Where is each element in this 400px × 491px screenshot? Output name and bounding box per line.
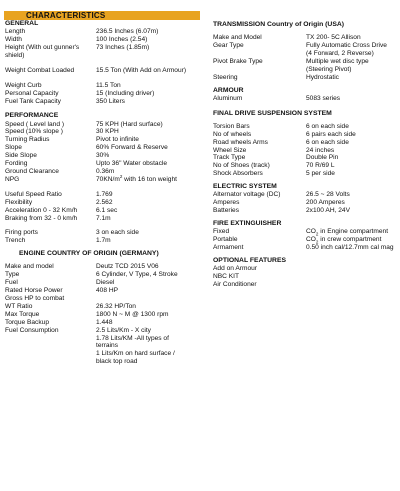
row-value: 1800 N ~ M @ 1300 rpm [96, 310, 169, 318]
row-label: Track Type [213, 154, 246, 162]
row-label: Aluminum [213, 94, 243, 102]
row-value: 15 (Including driver) [96, 89, 155, 97]
spec-row [213, 131, 398, 139]
row-value: 1.769 [96, 190, 113, 198]
spec-row [5, 28, 210, 36]
spec-row [5, 350, 210, 358]
armour-section [213, 95, 398, 103]
row-value: 73 Inches (1.85m) [96, 43, 150, 51]
engine-heading: ENGINE COUNTRY OF ORIGIN (GERMANY) [19, 250, 159, 258]
engine-section [5, 263, 210, 366]
row-label: Side Slope [5, 152, 37, 160]
row-value: 30% [96, 152, 110, 160]
row-label: No of wheels [213, 130, 252, 138]
row-value: $CO_2$ in Engine compartment [306, 228, 389, 237]
spec-row [5, 311, 210, 319]
spec-row [5, 160, 210, 168]
row-label: WT Ratio [5, 302, 33, 310]
spec-row [5, 67, 210, 75]
row-value: 6 Cylinder, V Type, 4 Stroke [96, 271, 178, 279]
spec-row [5, 327, 210, 335]
row-value: 3 on each side [96, 229, 139, 237]
spec-row [213, 154, 398, 162]
row-label: Fuel [5, 279, 18, 287]
row-value: 6.1 sec [96, 206, 118, 214]
spec-row [5, 263, 210, 271]
row-label: Wheel Size [213, 146, 247, 154]
electric-section [213, 191, 398, 215]
row-value: Upto 36" Water obstacle [96, 160, 167, 168]
general-section [5, 28, 210, 105]
spec-row [5, 136, 210, 144]
row-value: 200 Amperes [306, 199, 345, 207]
row-label: Make and Model [213, 34, 262, 42]
fire-armament-row [213, 244, 398, 252]
armour-heading: ARMOUR [213, 86, 244, 94]
transmission-heading: TRANSMISSION Country of Origin (USA) [213, 21, 345, 28]
row-label [213, 50, 306, 58]
general-heading: GENERAL [5, 20, 39, 27]
spec-row [5, 335, 210, 343]
row-label [5, 342, 96, 350]
characteristics-banner [4, 11, 200, 20]
fire-portable-row [213, 236, 398, 244]
row-label: Gross HP to combat [5, 295, 65, 303]
row-label: Gear Type [213, 42, 244, 50]
spec-row [5, 191, 210, 199]
spec-row [213, 42, 398, 50]
row-value: $70KN/m^2$ with 16 ton weight [96, 173, 177, 183]
spec-row [5, 199, 210, 207]
row-label [5, 358, 96, 366]
row-label: Speed (10% slope ) [5, 128, 63, 136]
row-label: Acceleration 0 - 32 Km/h [5, 206, 78, 214]
performance-ratios-section [5, 191, 210, 223]
row-value: 2x100 AH, 24V [306, 207, 350, 215]
spec-row [213, 207, 398, 215]
row-value: 70 R/69 L [306, 162, 335, 170]
row-label: Trench [5, 237, 26, 245]
performance-section [5, 121, 210, 184]
spec-row [5, 128, 210, 136]
spec-row [5, 279, 210, 287]
row-value: 1.7m [96, 237, 111, 245]
row-value: black top road [96, 358, 138, 366]
spec-row [5, 52, 210, 60]
spec-row [5, 90, 210, 98]
row-label: Portable [213, 236, 238, 244]
spec-row [213, 66, 398, 74]
row-value: Fully Automatic Cross Drive [306, 42, 387, 50]
transmission-section [213, 34, 398, 81]
row-label: Shock Absorbers [213, 170, 263, 178]
row-label: Type [5, 271, 20, 279]
row-value: (Steering Pivot) [306, 65, 352, 73]
row-value: 1.448 [96, 318, 113, 326]
row-label: Useful Speed Ratio [5, 190, 62, 198]
fire-fixed-row [213, 228, 398, 236]
row-value: Hydrostatic [306, 73, 339, 81]
row-label: Width [5, 36, 22, 44]
row-value: 15.5 Ton (With Add on Armour) [96, 66, 187, 74]
row-label: Alternator voltage (DC) [213, 191, 281, 199]
row-value: 408 HP [96, 287, 118, 295]
spec-row [5, 303, 210, 311]
spec-row [5, 44, 210, 52]
row-label: Fixed [213, 228, 230, 236]
row-value: 100 Inches (2.54) [96, 36, 148, 44]
row-label: Torque Backup [5, 318, 49, 326]
row-value: 11.5 Ton [96, 81, 121, 89]
spec-row [213, 95, 398, 103]
row-label: Personal Capacity [5, 89, 59, 97]
spec-row [213, 50, 398, 58]
spec-row [5, 237, 210, 245]
row-label: Slope [5, 144, 22, 152]
row-value: 6 pairs each side [306, 130, 356, 138]
row-value: Pivot to infinite [96, 136, 139, 144]
row-value: Multiple wet disc type [306, 57, 369, 65]
row-label: Batteries [213, 207, 240, 215]
row-label: Firing ports [5, 229, 38, 237]
row-value: 2.562 [96, 198, 113, 206]
spec-row [5, 152, 210, 160]
row-value: Diesel [96, 279, 115, 287]
spec-row [5, 342, 210, 350]
spec-row [5, 229, 210, 237]
spec-row [5, 36, 210, 44]
row-value: 5 per side [306, 170, 335, 178]
row-value: 60% Forward & Reserve [96, 144, 168, 152]
row-label: Torsion Bars [213, 122, 250, 130]
spec-row [5, 215, 210, 223]
row-label: Rated Horse Power [5, 287, 63, 295]
spec-row [213, 139, 398, 147]
banner-title: CHARACTERISTICS [26, 11, 106, 20]
row-label: No of Shoes (track) [213, 162, 270, 170]
row-label: Turning Radius [5, 136, 50, 144]
row-label: NPG [5, 175, 20, 183]
spec-row [213, 199, 398, 207]
spec-row [5, 207, 210, 215]
row-value: Double Pin [306, 154, 339, 162]
ports-trench-section [5, 229, 210, 245]
row-value: Deutz TCD 2015 V06 [96, 263, 159, 271]
spec-row [5, 319, 210, 327]
performance-heading: PERFORMANCE [5, 112, 59, 120]
row-label: Fording [5, 160, 28, 168]
row-value: 7.1m [96, 214, 111, 222]
left-column [5, 20, 210, 366]
spec-row [213, 162, 398, 170]
row-value: TX 200- 5C Allison [306, 34, 361, 42]
suspension-heading: FINAL DRIVE SUSPENSION SYSTEM [213, 109, 332, 117]
row-label: shield) [5, 51, 25, 59]
row-value: 236.5 Inches (6.07m) [96, 28, 159, 36]
row-value [96, 295, 210, 303]
optional-item: NBC KIT [213, 272, 240, 280]
row-value: (4 Forward, 2 Reverse) [306, 49, 374, 57]
row-value: 2.5 Lits/Km - X city [96, 326, 151, 334]
spec-row [5, 358, 210, 366]
row-value: 26.32 HP/Ton [96, 302, 136, 310]
spec-row [5, 121, 210, 129]
row-label: Pivot Brake Type [213, 57, 263, 65]
spec-row [213, 191, 398, 199]
row-label: Flexibility [5, 198, 33, 206]
spec-row [5, 82, 210, 90]
right-column [213, 21, 398, 289]
optional-item: Air Conditioner [213, 280, 257, 288]
row-value: 0.36m [96, 168, 115, 175]
row-value: 350 Liters [96, 97, 125, 105]
row-label: Fuel Consumption [5, 326, 59, 334]
row-value: 30 KPH [96, 128, 119, 136]
row-label: Weight Combat Loaded [5, 66, 75, 74]
row-value: 1 Lits/Km on hard surface / [96, 350, 175, 358]
spec-row [213, 74, 398, 82]
suspension-section [213, 123, 398, 178]
spec-row [5, 144, 210, 152]
row-label [5, 335, 96, 343]
spec-row [213, 123, 398, 131]
row-value: 75 KPH (Hard surface) [96, 120, 163, 128]
row-value: 6 on each side [306, 138, 349, 146]
optional-heading: OPTIONAL FEATURES [213, 256, 287, 264]
spec-row [5, 271, 210, 279]
row-value: $CO_2$ in crew compartment [306, 236, 382, 245]
row-value: 6 on each side [306, 122, 349, 130]
row-label: Make and model [5, 263, 54, 271]
row-label: Ground Clearance [5, 168, 59, 175]
row-value: 26.5 ~ 28 Volts [306, 191, 350, 199]
row-label [5, 350, 96, 358]
spec-row [5, 295, 210, 303]
row-value: 1.78 Lits/KM -All types of [96, 334, 169, 342]
row-label: Road wheels Arms [213, 138, 268, 146]
row-label: Max Torque [5, 310, 40, 318]
spec-row [213, 170, 398, 178]
row-value [96, 52, 210, 60]
row-label: Speed ( Level land ) [5, 120, 65, 128]
row-label: Armament [213, 244, 244, 251]
row-label: Height (With out gunner's [5, 43, 80, 51]
row-label [213, 66, 306, 74]
row-label: Steering [213, 73, 238, 81]
optional-section [213, 265, 398, 289]
spec-row [213, 34, 398, 42]
row-value: 5083 series [306, 94, 341, 102]
spec-row [5, 173, 210, 184]
spec-row [213, 147, 398, 155]
row-value: terrains [96, 342, 118, 350]
row-label: Fuel Tank Capacity [5, 97, 61, 105]
spec-row [5, 168, 210, 176]
row-value: 0.50 inch cal/12.7mm cal mag [306, 244, 394, 251]
spec-row [5, 98, 210, 106]
row-value: 24 inches [306, 146, 335, 154]
row-label: Length [5, 28, 26, 36]
optional-item: Add on Armour [213, 265, 257, 273]
spec-row [213, 58, 398, 66]
fire-heading: FIRE EXTINGUISHER [213, 220, 282, 228]
electric-heading: ELECTRIC SYSTEM [213, 183, 277, 191]
spec-row [5, 287, 210, 295]
row-label: Braking from 32 - 0 km/h [5, 214, 78, 222]
row-label: Weight Curb [5, 81, 42, 89]
row-label: Amperes [213, 199, 240, 207]
